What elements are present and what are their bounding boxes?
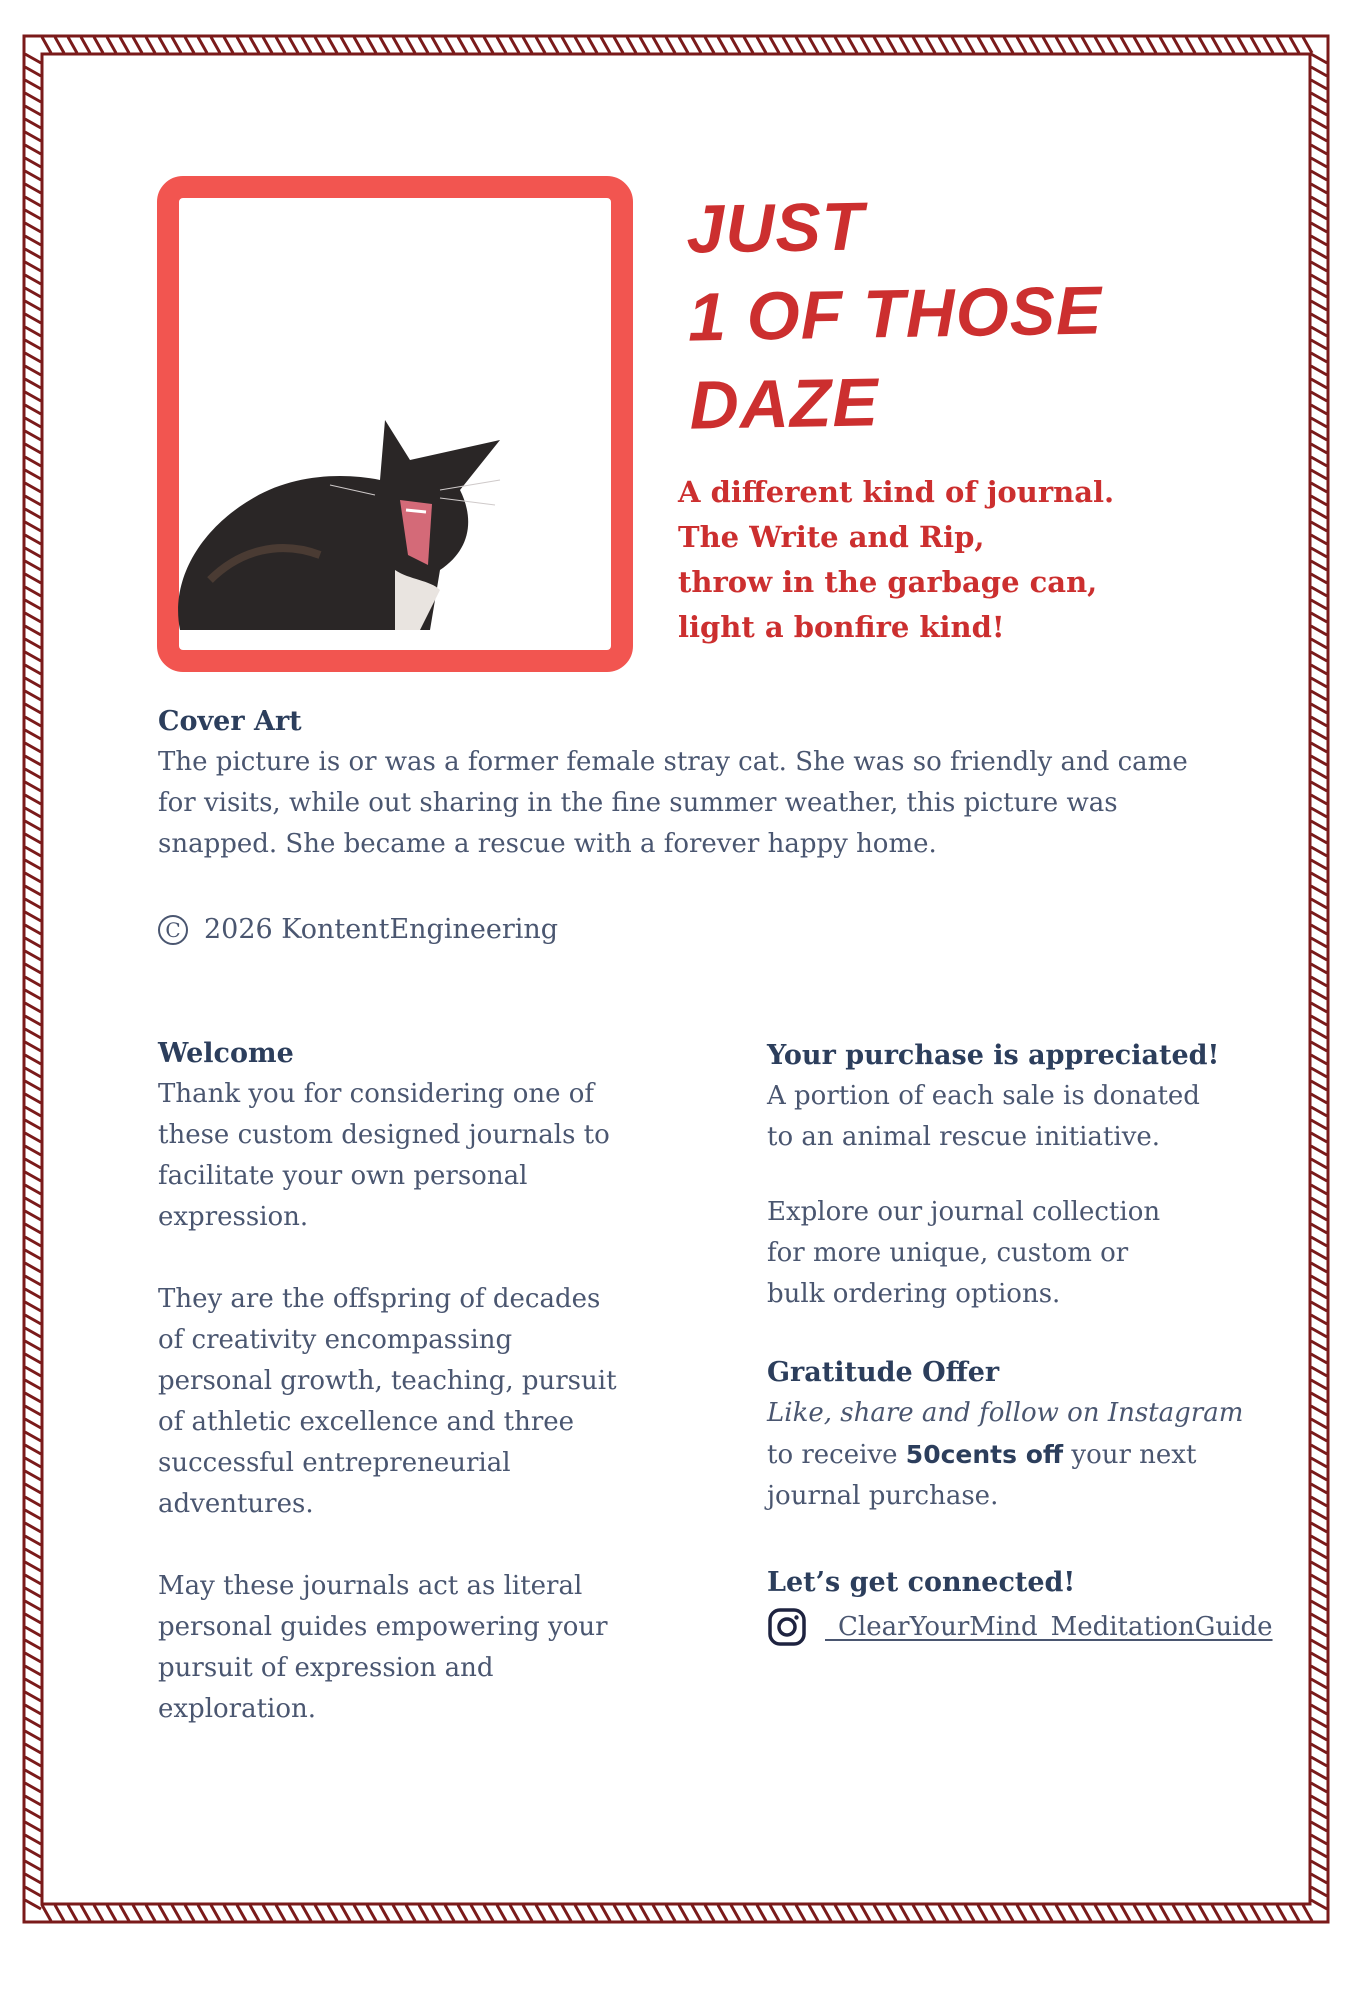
copyright-icon: C (158, 915, 188, 945)
title-line-2: 1 OF THOSE (687, 272, 1103, 356)
tagline (678, 470, 1114, 650)
discount-amount: 50cents off (905, 1440, 1064, 1469)
connect-heading: Let’s get connected! (767, 1567, 1076, 1598)
welcome-line: personal guides empowering your (158, 1612, 608, 1642)
welcome-line: of creativity encompassing (158, 1325, 513, 1355)
tagline-line-2: The Write and Rip, (678, 520, 985, 554)
welcome-paragraph-1 (158, 1074, 718, 1238)
gratitude-line-3: journal purchase. (767, 1481, 999, 1511)
welcome-paragraph-2 (158, 1279, 718, 1525)
tagline-line-3: throw in the garbage can, (678, 565, 1098, 599)
welcome-line: Thank you for considering one of (158, 1079, 595, 1109)
welcome-line: adventures. (158, 1489, 314, 1519)
gratitude-heading: Gratitude Offer (767, 1357, 1000, 1388)
cover-art-section (158, 702, 1218, 865)
purchase-paragraph-2 (767, 1192, 1307, 1315)
cover-art-line: for visits, while out sharing in the fine summer weather, this picture was (158, 788, 1118, 818)
gratitude-pre: to receive (767, 1440, 906, 1470)
title-line-1: JUST (685, 188, 865, 268)
welcome-line: these custom designed journals to (158, 1120, 610, 1150)
cover-art-text (158, 742, 1218, 865)
journal-title (686, 178, 1105, 449)
welcome-heading: Welcome (158, 1038, 294, 1069)
purchase-line: for more unique, custom or (767, 1238, 1129, 1268)
copyright-text: 2026 KontentEngineering (204, 914, 559, 945)
tagline-line-4: light a bonfire kind! (678, 610, 1005, 644)
purchase-section (767, 1036, 1307, 1647)
purchase-line: to an animal rescue initiative. (767, 1122, 1161, 1152)
welcome-line: May these journals act as literal (158, 1571, 583, 1601)
title-line-3: DAZE (688, 364, 880, 444)
tagline-line-1: A different kind of journal. (678, 475, 1115, 509)
welcome-line: They are the offspring of decades (158, 1284, 601, 1314)
cover-art-line: snapped. She became a rescue with a forever happy home. (158, 829, 937, 859)
copyright-line (158, 914, 558, 945)
welcome-section (158, 1034, 718, 1730)
welcome-line: facilitate your own personal (158, 1161, 528, 1191)
cover-art-line: The picture is or was a former female stray cat. She was so friendly and came (158, 747, 1188, 777)
welcome-line: successful entrepreneurial (158, 1448, 511, 1478)
welcome-line: of athletic excellence and three (158, 1407, 575, 1437)
instagram-row[interactable] (767, 1607, 1307, 1647)
welcome-paragraph-3 (158, 1566, 718, 1730)
gratitude-offer-line (767, 1434, 1307, 1476)
purchase-paragraph-1 (767, 1076, 1307, 1158)
welcome-line: exploration. (158, 1694, 317, 1724)
gratitude-italic-line: Like, share and follow on Instagram (767, 1398, 1244, 1428)
gratitude-text (767, 1393, 1307, 1517)
cat-photo (170, 380, 550, 640)
instagram-icon[interactable] (767, 1607, 807, 1647)
purchase-line: Explore our journal collection (767, 1197, 1161, 1227)
welcome-line: personal growth, teaching, pursuit (158, 1366, 617, 1396)
welcome-line: pursuit of expression and (158, 1653, 494, 1683)
instagram-handle-link[interactable]: _ClearYourMind_MeditationGuide (825, 1612, 1273, 1642)
purchase-heading: Your purchase is appreciated! (767, 1040, 1220, 1071)
gratitude-post: your next (1063, 1440, 1197, 1470)
purchase-line: bulk ordering options. (767, 1279, 1061, 1309)
cover-art-heading: Cover Art (158, 706, 302, 737)
welcome-line: expression. (158, 1202, 309, 1232)
purchase-line: A portion of each sale is donated (767, 1081, 1200, 1111)
